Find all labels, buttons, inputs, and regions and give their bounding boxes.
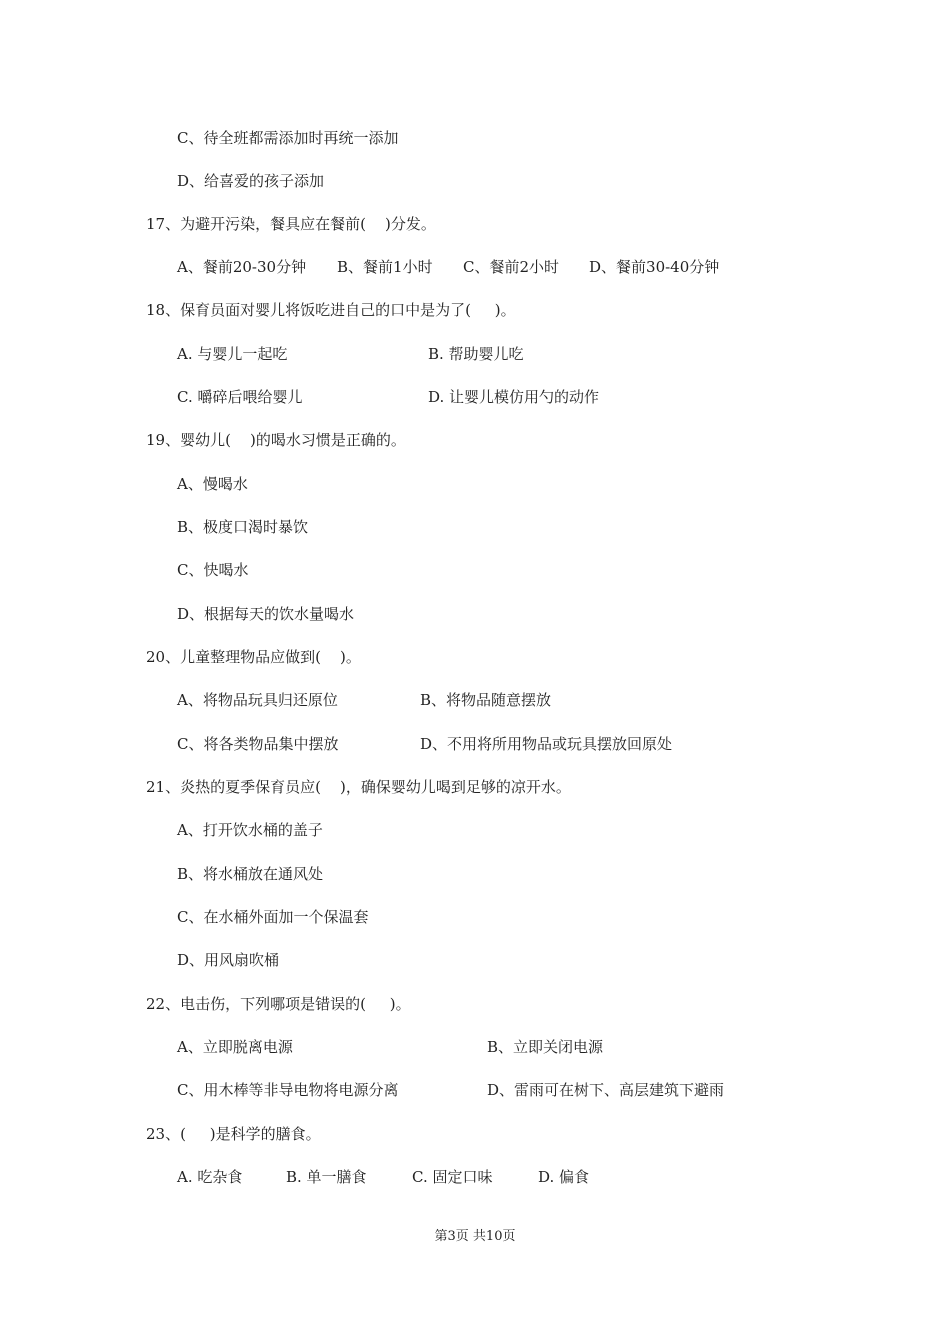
option-a: A. 与婴儿一起吃 xyxy=(177,345,288,363)
option-c: C. 固定口味 xyxy=(412,1168,493,1186)
option-a: A. 吃杂食 xyxy=(177,1168,243,1186)
question-stem: 21、炎热的夏季保育员应( )，确保婴幼儿喝到足够的凉开水。 xyxy=(146,778,571,796)
option-b: B. 单一膳食 xyxy=(286,1168,367,1186)
option-a: A、慢喝水 xyxy=(177,475,248,493)
option-a: A、打开饮水桶的盖子 xyxy=(177,821,323,839)
option-d: D. 偏食 xyxy=(538,1168,590,1186)
question-stem: 22、电击伤，下列哪项是错误的( )。 xyxy=(146,995,411,1013)
option-b: B、极度口渴时暴饮 xyxy=(177,518,309,536)
page-number: 第3页 共10页 xyxy=(434,1229,516,1244)
option-b: B、立即关闭电源 xyxy=(487,1038,604,1056)
question-stem: 23、( )是科学的膳食。 xyxy=(146,1125,321,1143)
option-d: D、餐前30-40分钟 xyxy=(589,258,720,276)
option-d: D、用风扇吹桶 xyxy=(177,951,280,969)
option-d: D、不用将所用物品或玩具摆放回原处 xyxy=(420,735,673,753)
option-b: B. 帮助婴儿吃 xyxy=(428,345,524,363)
option-c: C、用木棒等非导电物将电源分离 xyxy=(177,1081,399,1099)
option-c: C、餐前2小时 xyxy=(463,258,560,276)
option-b: B、餐前1小时 xyxy=(337,258,433,276)
question-stem: 19、婴幼儿( )的喝水习惯是正确的。 xyxy=(146,431,406,449)
question-stem: 20、儿童整理物品应做到( )。 xyxy=(146,648,361,666)
question-stem: 17、为避开污染，餐具应在餐前( )分发。 xyxy=(146,215,436,233)
option-c: C. 嚼碎后喂给婴儿 xyxy=(177,388,303,406)
option-a: A、餐前20-30分钟 xyxy=(177,258,307,276)
option-c: C、待全班都需添加时再统一添加 xyxy=(177,129,399,147)
option-d: D、根据每天的饮水量喝水 xyxy=(177,605,355,623)
option-b: B、将物品随意摆放 xyxy=(420,691,552,709)
option-c: C、将各类物品集中摆放 xyxy=(177,735,339,753)
option-c: C、在水桶外面加一个保温套 xyxy=(177,908,369,926)
option-d: D、雷雨可在树下、高层建筑下避雨 xyxy=(487,1081,725,1099)
option-d: D、给喜爱的孩子添加 xyxy=(177,172,325,190)
option-a: A、立即脱离电源 xyxy=(177,1038,293,1056)
option-b: B、将水桶放在通风处 xyxy=(177,865,324,883)
option-c: C、快喝水 xyxy=(177,561,249,579)
option-a: A、将物品玩具归还原位 xyxy=(177,691,338,709)
question-stem: 18、保育员面对婴儿将饭吃进自己的口中是为了( )。 xyxy=(146,301,516,319)
option-d: D. 让婴儿模仿用勺的动作 xyxy=(428,388,600,406)
